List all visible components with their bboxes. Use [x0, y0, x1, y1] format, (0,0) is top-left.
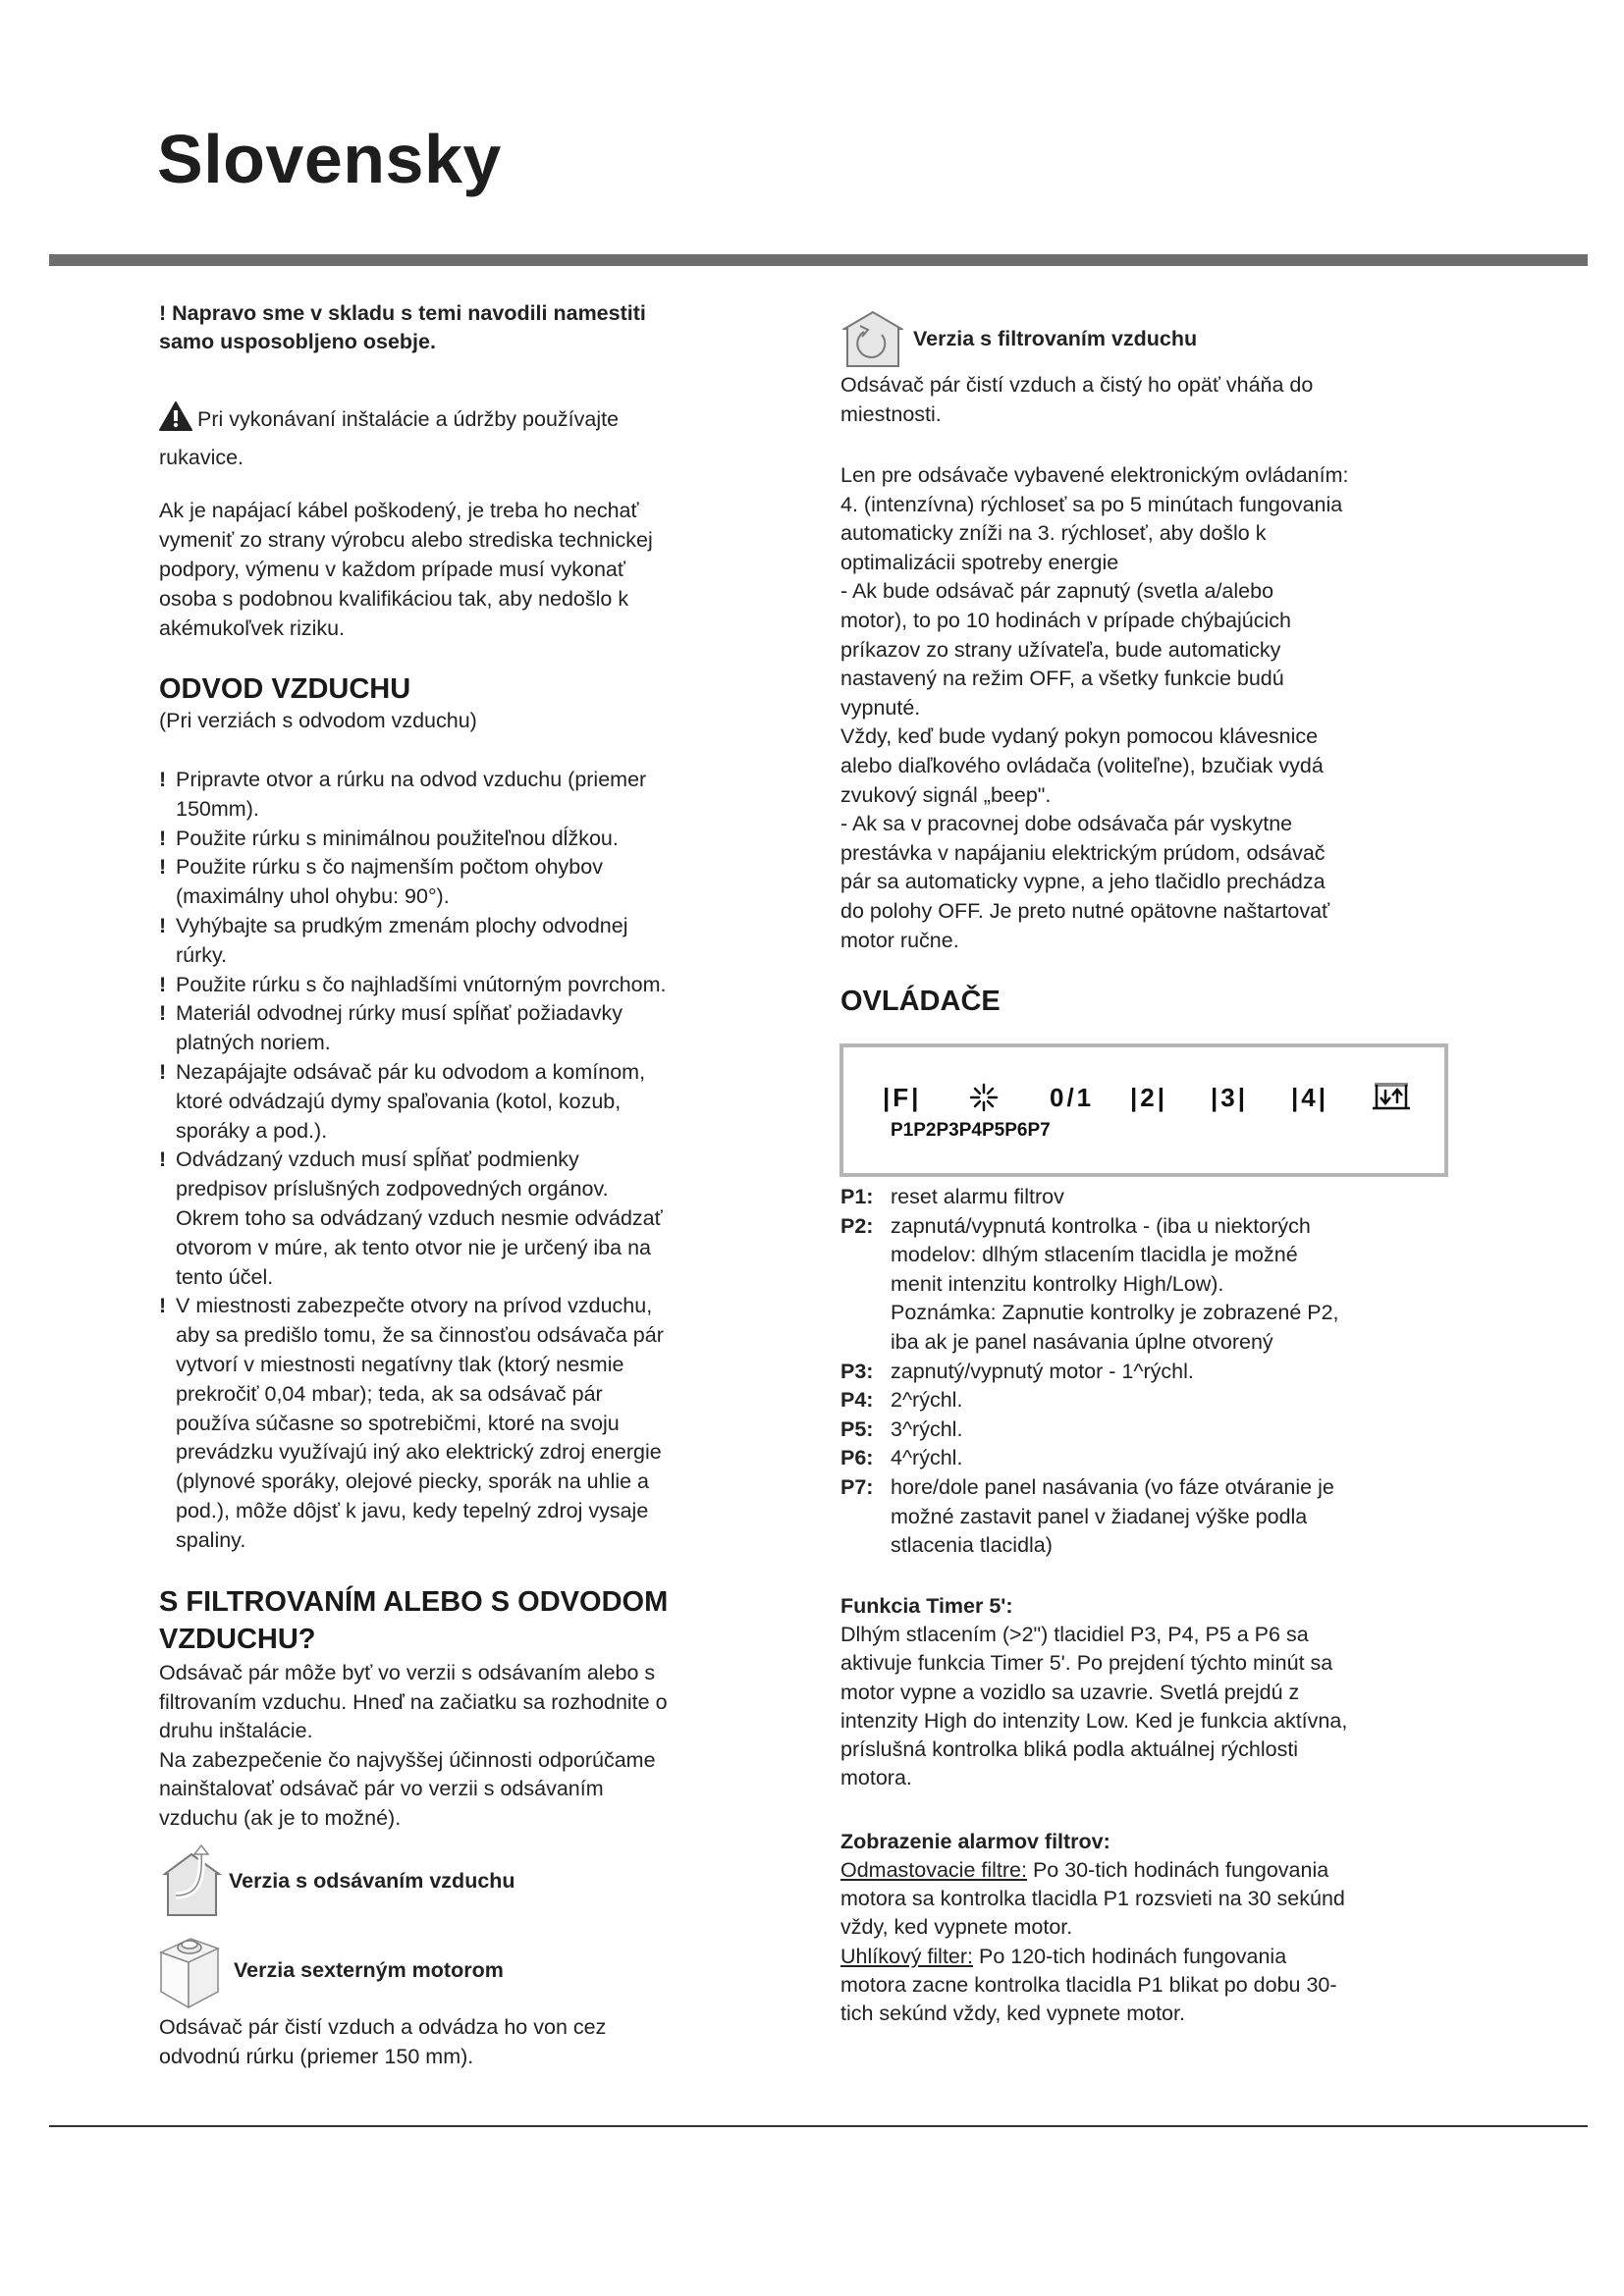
text-line: aktivuje funkcia Timer 5'. Po prejdení týchto minút sa — [840, 1651, 1333, 1676]
bullet-line — [176, 1175, 667, 1204]
text-line: Na zabezpečenie čo najvyššej účinnosti odporúčame — [159, 1747, 656, 1772]
control-panel-diagram — [839, 1043, 1448, 1177]
exclamation-icon: ! — [159, 913, 167, 937]
bullet-line — [159, 912, 667, 941]
text-line: Odsávač pár čistí vzduch a čistý ho opäť vháňa do — [840, 373, 1314, 397]
alarm-line — [840, 1856, 1345, 1885]
bullet-text: Vyhýbajte sa prudkým zmenám plochy odvodnej — [176, 913, 628, 937]
bullet-text: spaliny. — [176, 1527, 246, 1552]
power-symbol: 0/1 — [1050, 1083, 1095, 1112]
description-line — [840, 1415, 1339, 1445]
alarm-line — [840, 1885, 1345, 1913]
text-line: druhu inštalácie. — [159, 1719, 313, 1743]
alarm-text: vždy, ked vypnete motor. — [840, 1915, 1073, 1940]
button-description-item — [840, 1386, 1339, 1415]
bullet-text: pod.), môže dôjsť k javu, kedy tepelný zdroj vysaje — [176, 1498, 649, 1522]
bullet-line — [176, 1234, 667, 1263]
text-line: Dlhým stlacením (>2") tlacidiel P3, P4, P5 a P6 sa — [840, 1623, 1309, 1646]
bullet-text: tento účel. — [176, 1264, 274, 1289]
text-line: Odsávač pár môže byť vo verzii s odsávaním alebo s — [159, 1661, 656, 1684]
bullet-text: Nezapájajte odsávač pár ku odvodom a komínom, — [176, 1059, 646, 1084]
external-motor-icon — [157, 1931, 222, 2009]
speed-3-symbol: |3| — [1211, 1083, 1249, 1112]
text-line: pár sa automaticky vypne, a jeho tlačidlo prechádza — [840, 870, 1326, 894]
exhaust-description — [159, 2012, 606, 2071]
text-line: príslušná kontrolka bliká podla aktuálnej rýchlosti — [840, 1737, 1299, 1762]
alarm-line — [840, 1913, 1345, 1942]
bullet-line — [159, 853, 667, 882]
bullet-line — [176, 1380, 667, 1410]
description-text: 3^rýchl. — [891, 1416, 963, 1441]
panel-up-down-icon — [1372, 1081, 1411, 1110]
text-line: samo usposobljeno osebje. — [159, 330, 436, 353]
text-line: osoba s podobnou kvalifikáciou tak, aby nedošlo k — [159, 587, 629, 611]
button-key: P2: — [840, 1213, 874, 1238]
bullet-text: Použite rúrku s čo najmenším počtom ohybov — [176, 855, 603, 880]
speed-2-symbol: |2| — [1130, 1083, 1168, 1112]
exclamation-icon: ! — [159, 826, 167, 850]
alarm-text: Po 120-tich hodinách fungovania — [973, 1944, 1287, 1968]
bullet-line — [176, 1204, 667, 1234]
text-line: ! Napravo sme v skladu s temi navodili namestiti — [159, 301, 646, 325]
bullet-line — [176, 795, 667, 825]
bullet-line — [176, 1117, 667, 1147]
text-line: automaticky zníži na 3. rýchloseť, aby došlo k — [840, 521, 1267, 546]
bullet-text: 150mm). — [176, 796, 259, 821]
bullet-text: Použite rúrku s minimálnou použiteľnou dĺžkou. — [176, 826, 619, 850]
text-line: do polohy OFF. Je preto nutné opätovne naštartovať — [840, 898, 1330, 923]
version-external-motor-row — [157, 1932, 504, 2008]
button-key: P6: — [840, 1446, 874, 1470]
exclamation-icon: ! — [159, 768, 167, 791]
gloves-text: Pri vykonávaní inštalácie a údržby používajte — [197, 407, 620, 431]
bullet-line — [159, 766, 667, 795]
text-line: nastavený na režim OFF, a všetky funkcie budú — [840, 667, 1284, 691]
light-icon — [969, 1083, 999, 1112]
bullet-line — [159, 825, 667, 854]
electronic-control-paragraph — [840, 461, 1348, 955]
bullet-text: sporáky a pod.). — [176, 1118, 328, 1143]
exclamation-icon: ! — [159, 1294, 167, 1318]
text-line: Len pre odsávače vybavené elektronickým ovládaním: — [840, 463, 1349, 487]
alarm-item — [840, 1943, 1345, 2029]
text-line: Ak je napájací kábel poškodený, je treba ho nechať — [159, 499, 639, 522]
bullet-text: prevádzku využívajú iný ako elektrický zdroj energie — [176, 1440, 662, 1465]
exhaust-requirements-list — [159, 766, 667, 1556]
text-line: nainštalovať odsávač pár vo verzii s odsávaním — [159, 1777, 604, 1801]
version-exhaust-row — [162, 1845, 515, 1916]
timer-heading: Funkcia Timer 5': — [840, 1594, 1013, 1618]
speed-4-symbol: |4| — [1291, 1083, 1329, 1112]
text-line: zvukový signál „beep". — [840, 782, 1052, 807]
gloves-warning — [159, 400, 619, 477]
description-text: 4^rýchl. — [891, 1446, 963, 1470]
description-line — [840, 1358, 1339, 1387]
text-line: vypnuté. — [840, 695, 921, 720]
button-key: P7: — [840, 1474, 874, 1499]
description-line — [840, 1473, 1339, 1503]
bullet-item — [159, 1292, 667, 1555]
version-exhaust-label: Verzia s odsávaním vzduchu — [229, 1868, 515, 1893]
footer-divider — [49, 2125, 1588, 2127]
button-key: P3: — [840, 1359, 874, 1383]
text-line: alebo diaľkového ovládača (voliteľne), bzučiak vydá — [840, 753, 1324, 777]
exclamation-icon: ! — [159, 855, 167, 880]
bullet-line — [176, 1351, 667, 1380]
button-description-item — [840, 1473, 1339, 1561]
description-line — [840, 1444, 1339, 1473]
description-line — [891, 1299, 1339, 1328]
bullet-text: (plynové sporáky, olejové piecky, sporák na uhlie a — [176, 1469, 650, 1494]
bullet-text: prekročiť 0,04 mbar); teda, ak sa odsávač pár — [176, 1381, 603, 1406]
section-heading-choice — [159, 1583, 668, 1658]
bullet-line — [159, 1292, 667, 1321]
alarm-line — [840, 2000, 1345, 2028]
text-line: motora. — [840, 1766, 912, 1790]
button-key: P5: — [840, 1416, 874, 1441]
filter-type-label: Uhlíkový filter: — [840, 1944, 974, 1968]
description-text: zapnutá/vypnutá kontrolka - (iba u niektorých — [891, 1213, 1311, 1238]
house-recirculation-icon — [842, 309, 903, 368]
text-line: vymeniť zo strany výrobcu alebo strediska technickej — [159, 528, 653, 552]
exclamation-icon: ! — [159, 1148, 167, 1172]
bullet-text: aby sa predišlo tomu, že sa činnosťou odsávača pár — [176, 1323, 664, 1348]
description-line — [840, 1386, 1339, 1415]
button-key: P4: — [840, 1388, 874, 1413]
exclamation-icon: ! — [159, 972, 167, 996]
bullet-text: Odvádzaný vzduch musí spĺňať podmienky — [176, 1148, 579, 1172]
bullet-text: Pripravte otvor a rúrku na odvod vzduchu (priemer — [176, 768, 647, 791]
bullet-line — [159, 1058, 667, 1088]
description-text: iba ak je panel nasávania úplne otvorený — [891, 1329, 1273, 1354]
gloves-text: rukavice. — [159, 446, 244, 469]
bullet-line — [176, 882, 667, 912]
bullet-item — [159, 766, 667, 825]
description-text: modelov: dlhým stlacením tlacidla je možné — [891, 1243, 1298, 1267]
bullet-item — [159, 912, 667, 971]
bullet-line — [176, 1438, 667, 1468]
alarm-text: tich sekúnd vždy, ked vypnete motor. — [840, 2002, 1185, 2026]
text-line: VZDUCHU? — [159, 1624, 316, 1655]
bullet-line — [176, 1321, 667, 1351]
filter-description — [840, 371, 1313, 429]
bullet-text: platných noriem. — [176, 1031, 331, 1055]
bullet-line — [176, 1029, 667, 1058]
description-text: reset alarmu filtrov — [891, 1185, 1064, 1208]
text-line: motor ručne. — [840, 928, 959, 952]
warning-triangle-icon — [159, 401, 192, 431]
bullet-item — [159, 971, 667, 1000]
bullet-line — [176, 941, 667, 971]
panel-button-labels: P1P2P3P4P5P6P7 — [891, 1120, 1051, 1141]
description-line — [891, 1503, 1339, 1532]
bullet-line — [176, 1526, 667, 1556]
text-line: Odsávač pár čistí vzduch a odvádza ho von cez — [159, 2015, 607, 2039]
text-line: motor vypne a vozidlo sa uzavrie. Svetlá prejdú z — [840, 1680, 1300, 1704]
section-subtitle: (Pri verziách s odvodom vzduchu) — [159, 709, 477, 732]
description-line — [891, 1241, 1339, 1270]
alarm-text: motora sa kontrolka tlacidla P1 rozsvieti na 30 sekúnd — [840, 1887, 1345, 1911]
text-line: Vždy, keď bude vydaný pokyn pomocou klávesnice — [840, 724, 1319, 749]
description-text: hore/dole panel nasávania (vo fáze otváranie je — [891, 1474, 1334, 1499]
bullet-text: otvorom v múre, ak tento otvor nie je určený iba na — [176, 1235, 651, 1259]
bullet-text: ktoré odvádzajú dymy spaľovania (kotol, kozub, — [176, 1089, 622, 1113]
bullet-text: Okrem toho sa odvádzaný vzduch nesmie odvádzať — [176, 1205, 663, 1230]
text-line: S FILTROVANÍM ALEBO S ODVODOM — [159, 1586, 669, 1618]
bullet-line — [176, 1410, 667, 1439]
alarm-line — [840, 1971, 1345, 2000]
text-line: - Ak sa v pracovnej dobe odsávača pár vyskytne — [840, 812, 1293, 836]
alarm-item — [840, 1856, 1345, 1943]
alarm-heading: Zobrazenie alarmov filtrov: — [840, 1830, 1110, 1853]
button-description-item — [840, 1358, 1339, 1387]
text-line: motor), to po 10 hodinách v prípade chýbajúcich — [840, 608, 1291, 632]
bullet-text: predpisov príslušných zodpovedných orgánov. — [176, 1177, 609, 1201]
text-line: optimalizácii spotreby energie — [840, 550, 1119, 574]
filter-button-symbol: |F| — [883, 1083, 922, 1112]
bullet-text: používa súčasne so spotrebičmi, ktoré na svoju — [176, 1411, 620, 1435]
text-line: - Ak bude odsávač pár zapnutý (svetla a/alebo — [840, 579, 1274, 604]
choice-paragraph — [159, 1659, 668, 1834]
text-line: 4. (intenzívna) rýchloseť sa po 5 minútach fungovania — [840, 492, 1343, 516]
button-description-item — [840, 1415, 1339, 1445]
bullet-line — [159, 1146, 667, 1175]
bullet-item — [159, 853, 667, 912]
text-line: miestnosti. — [840, 401, 942, 426]
bullet-text: rúrky. — [176, 942, 228, 967]
description-line — [840, 1212, 1339, 1242]
exclamation-icon: ! — [159, 1001, 167, 1026]
description-text: možné zastavit panel v žiadanej výške podla — [891, 1504, 1308, 1528]
bullet-text: Materiál odvodnej rúrky musí spĺňať požiadavky — [176, 1001, 623, 1026]
button-key: P1: — [840, 1185, 874, 1208]
page-title: Slovensky — [157, 121, 502, 197]
version-filter-row — [842, 309, 1197, 368]
text-line: prestávka v napájaniu elektrickým prúdom, odsávač — [840, 840, 1326, 865]
qualified-personnel-warning — [159, 299, 646, 356]
bullet-item — [159, 999, 667, 1058]
button-description-list — [840, 1183, 1339, 1561]
bullet-line — [176, 1497, 667, 1526]
description-text: Poznámka: Zapnutie kontrolky je zobrazené P2, — [891, 1301, 1339, 1325]
bullet-line — [159, 971, 667, 1000]
bullet-line — [176, 1468, 667, 1497]
bullet-text: vytvorí v miestnosti negatívny tlak (ktorý nesmie — [176, 1352, 624, 1376]
description-line — [891, 1531, 1339, 1561]
text-line: filtrovaním vzduchu. Hneď na začiatku sa rozhodnite o — [159, 1689, 668, 1714]
section-heading-odvod: ODVOD VZDUCHU — [159, 673, 411, 705]
description-line — [840, 1183, 1339, 1212]
button-description-item — [840, 1212, 1339, 1358]
description-text: menit intenzitu kontrolky High/Low). — [891, 1271, 1224, 1296]
text-line: intenzity High do intenzity Low. Ked je funkcia aktívna, — [840, 1708, 1348, 1733]
section-heading-controls: OVLÁDAČE — [840, 986, 1001, 1017]
alarm-line — [840, 1943, 1345, 1971]
description-line — [891, 1270, 1339, 1300]
filter-type-label: Odmastovacie filtre: — [840, 1858, 1027, 1882]
text-line: akémukoľvek riziku. — [159, 616, 346, 640]
bullet-item — [159, 1058, 667, 1146]
description-text: zapnutý/vypnutý motor - 1^rýchl. — [891, 1359, 1194, 1383]
bullet-text: V miestnosti zabezpečte otvory na prívod vzduchu, — [176, 1294, 653, 1318]
button-description-item — [840, 1444, 1339, 1473]
text-line: príkazov zo strany užívateľa, bude automaticky — [840, 637, 1281, 662]
bullet-item — [159, 825, 667, 854]
bullet-text: (maximálny uhol ohybu: 90°). — [176, 884, 450, 909]
text-line: podpory, výmenu v každom prípade musí vykonať — [159, 558, 625, 581]
exclamation-icon: ! — [159, 1059, 167, 1084]
power-cable-paragraph — [159, 496, 653, 643]
header-divider — [49, 254, 1588, 266]
bullet-line — [176, 1088, 667, 1117]
button-description-item — [840, 1183, 1339, 1212]
bullet-item — [159, 1146, 667, 1292]
timer-paragraph — [840, 1621, 1347, 1793]
bullet-text: Použite rúrku s čo najhladšími vnútorným povrchom. — [176, 972, 667, 996]
bullet-line — [176, 1263, 667, 1293]
version-external-label: Verzia sexterným motorom — [234, 1957, 504, 1982]
text-line: odvodnú rúrku (priemer 150 mm). — [159, 2045, 474, 2068]
bullet-line — [159, 999, 667, 1029]
house-exhaust-icon — [162, 1844, 225, 1917]
description-line — [891, 1328, 1339, 1358]
description-text: stlacenia tlacidla) — [891, 1533, 1053, 1558]
description-text: 2^rýchl. — [891, 1388, 963, 1413]
text-line: vzduchu (ak je to možné). — [159, 1805, 402, 1830]
filter-alarm-list — [840, 1856, 1345, 2028]
version-filter-label: Verzia s filtrovaním vzduchu — [913, 326, 1198, 350]
alarm-text: Po 30-tich hodinách fungovania — [1026, 1858, 1329, 1882]
alarm-text: motora zacne kontrolka tlacidla P1 blikat po dobu 30- — [840, 1972, 1337, 1997]
